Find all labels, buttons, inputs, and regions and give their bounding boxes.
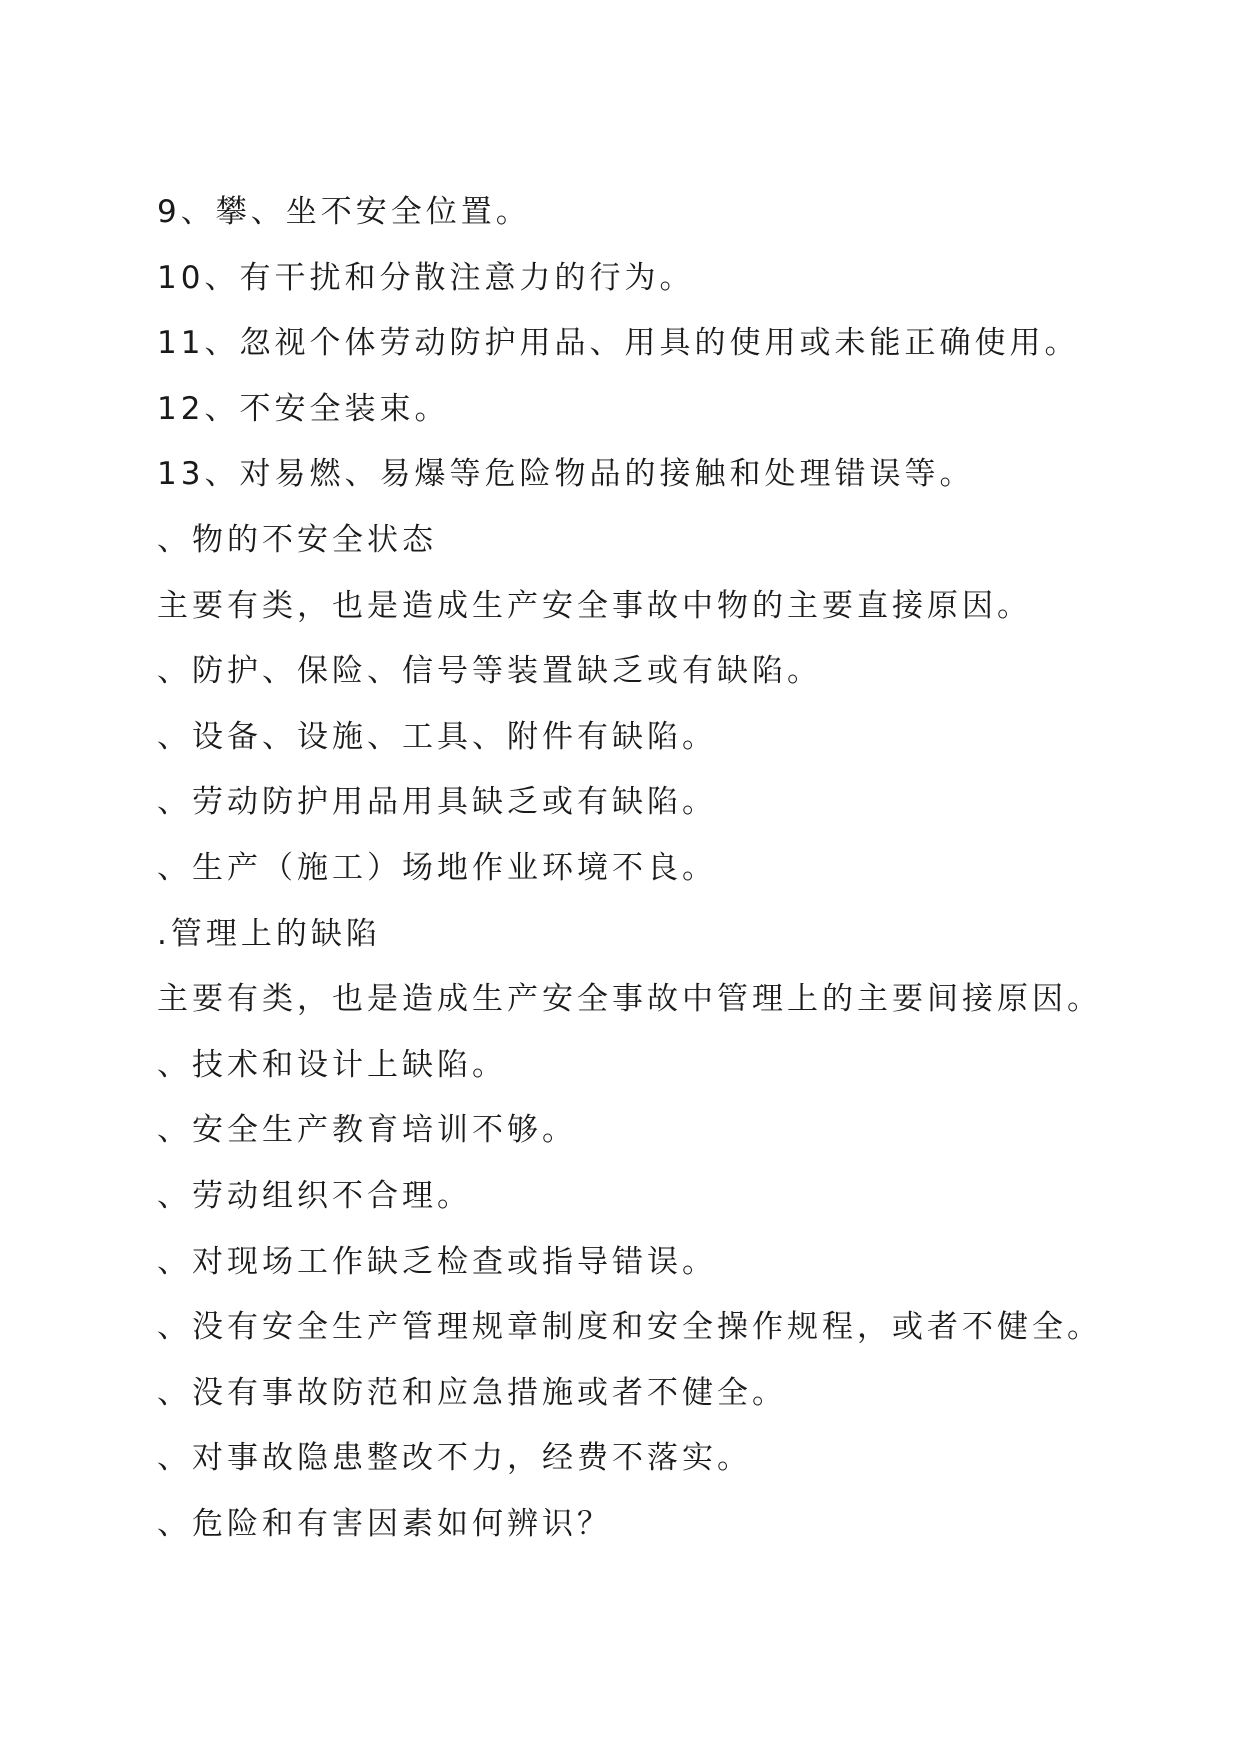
text-line: 、劳动防护用品用具缺乏或有缺陷。 <box>157 784 717 821</box>
text-line: 主要有类，也是造成生产安全事故中物的主要直接原因。 <box>157 587 1032 624</box>
text-line: 、设备、设施、工具、附件有缺陷。 <box>157 718 717 755</box>
text-line: 、生产（施工）场地作业环境不良。 <box>157 849 717 886</box>
text-line: 13、对易燃、易爆等危险物品的接触和处理错误等。 <box>157 456 975 493</box>
text-line: 、没有事故防范和应急措施或者不健全。 <box>157 1374 787 1411</box>
section-heading: 、危险和有害因素如何辨识？ <box>157 1505 612 1542</box>
text-line: 、对现场工作缺乏检查或指导错误。 <box>157 1243 717 1280</box>
text-line: 10、有干扰和分散注意力的行为。 <box>157 259 695 296</box>
text-line: 、劳动组织不合理。 <box>157 1177 472 1214</box>
section-heading: 、物的不安全状态 <box>157 521 437 558</box>
document-text <box>157 186 1117 1563</box>
text-line: 主要有类，也是造成生产安全事故中管理上的主要间接原因。 <box>157 981 1102 1018</box>
text-line: 、安全生产教育培训不够。 <box>157 1112 577 1149</box>
text-line: 、技术和设计上缺陷。 <box>157 1046 507 1083</box>
text-line: 、没有安全生产管理规章制度和安全操作规程，或者不健全。 <box>157 1309 1102 1346</box>
text-line: 、对事故隐患整改不力，经费不落实。 <box>157 1440 752 1477</box>
text-line: 、防护、保险、信号等装置缺乏或有缺陷。 <box>157 653 822 690</box>
text-line: 9、攀、坐不安全位置。 <box>157 194 531 230</box>
text-line: 11、忽视个体劳动防护用品、用具的使用或未能正确使用。 <box>157 325 1080 362</box>
text-line: 12、不安全装束。 <box>157 390 450 427</box>
section-heading: .管理上的缺陷 <box>157 915 381 952</box>
